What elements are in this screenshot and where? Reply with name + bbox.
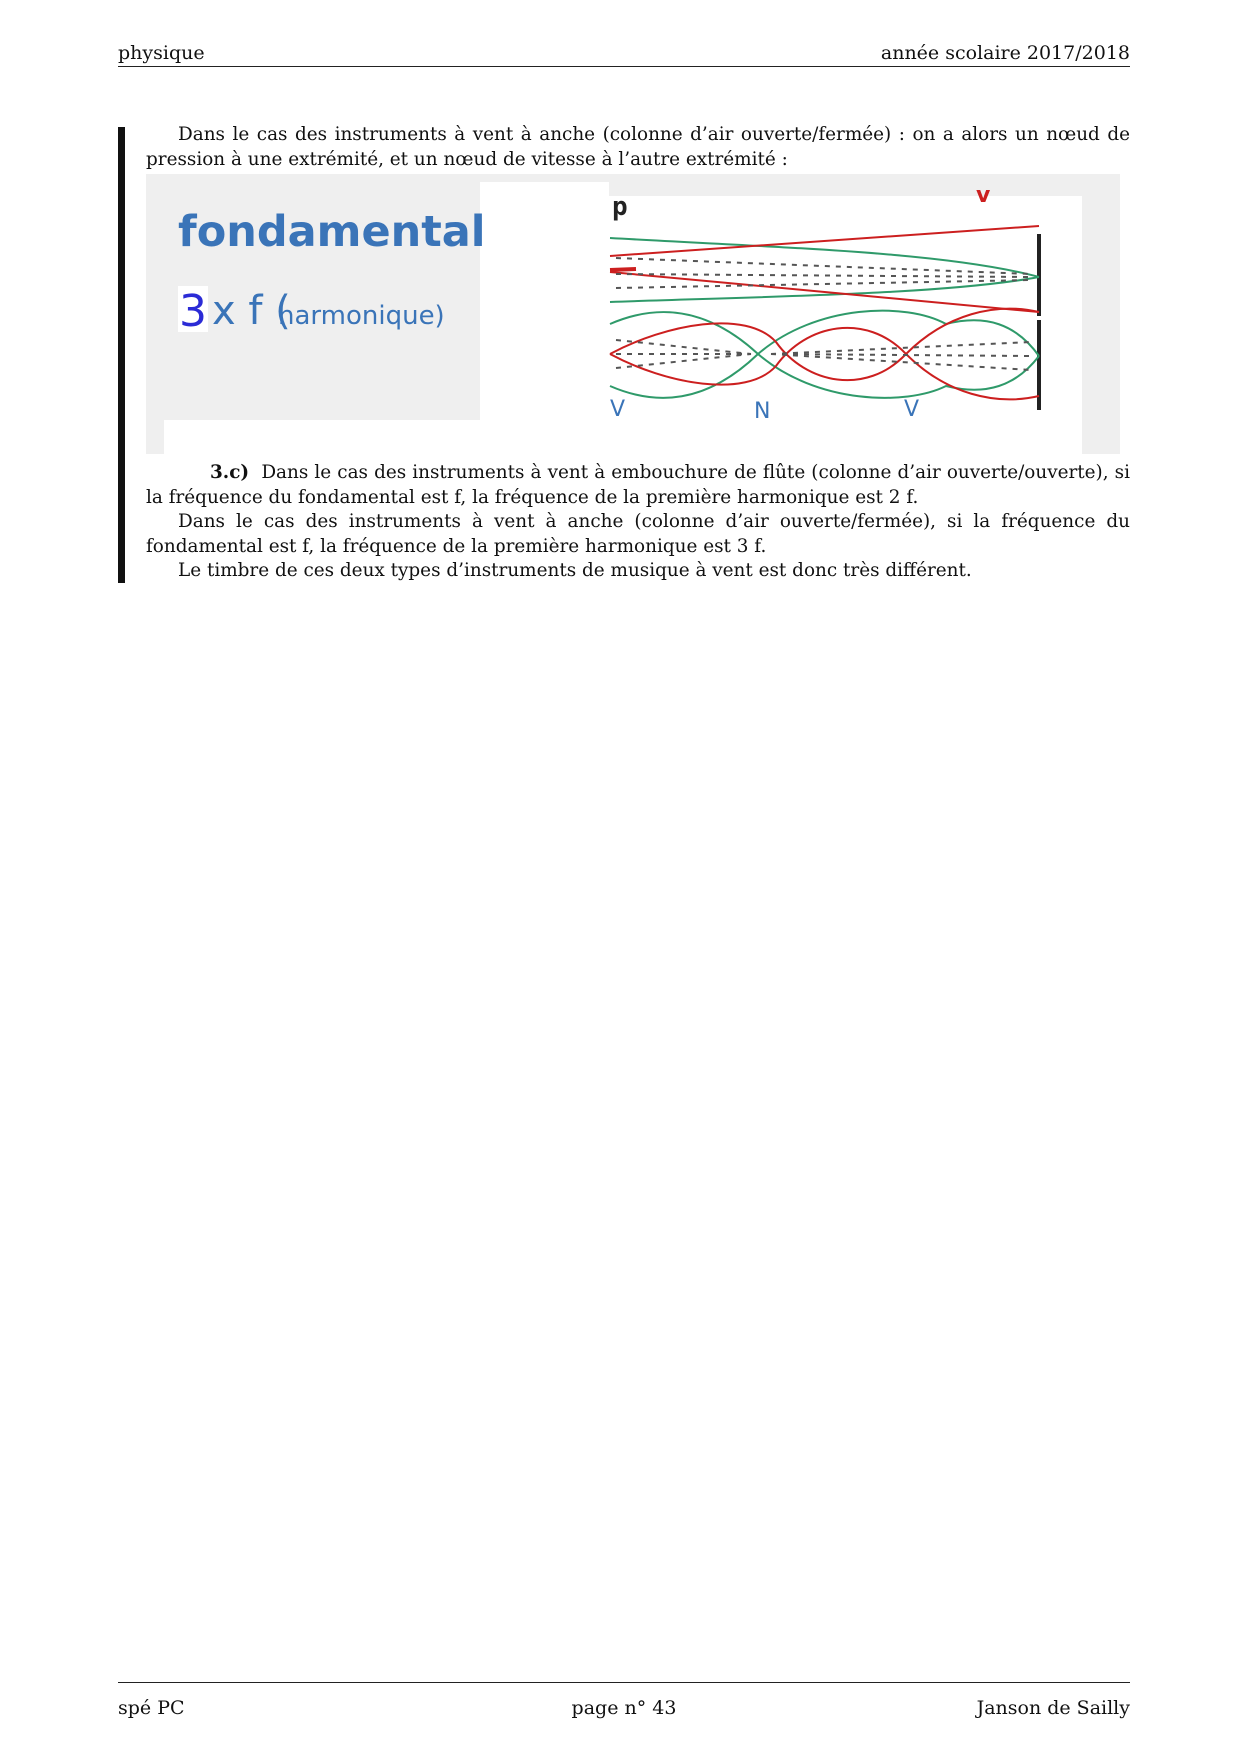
margin-bar bbox=[118, 127, 125, 583]
label-xf: x f ( bbox=[212, 288, 291, 334]
section-3c-paragraph-1 bbox=[146, 461, 1130, 510]
section-text-1: Dans le cas des instruments à vent à embouchure de flûte (colonne d’air ouverte/ouverte), si la fréquence du fondamental est f, la fréquence de la première harmonique est 2 f. bbox=[146, 462, 1130, 508]
label-fondamental: fondamental bbox=[178, 207, 486, 257]
section-number: 3.c) bbox=[210, 462, 250, 483]
standing-wave-figure bbox=[146, 174, 1120, 454]
label-v-left: V bbox=[610, 397, 626, 422]
figure-svg bbox=[146, 174, 1120, 454]
label-three: 3 bbox=[179, 286, 207, 337]
intro-paragraph: Dans le cas des instruments à vent à anche (colonne d’air ouverte/fermée) : on a alors un nœud de pression à une extrémité, et un nœud de vitesse à l’autre extrémité : bbox=[146, 124, 1130, 170]
right-strip bbox=[1082, 174, 1120, 454]
footer-school: Janson de Sailly bbox=[976, 1697, 1130, 1719]
header-subject: physique bbox=[118, 42, 205, 64]
label-harmonique: harmonique) bbox=[278, 301, 445, 331]
section-3c-paragraph-2: Dans le cas des instruments à vent à anche (colonne d’air ouverte/fermée), si la fréquence du fondamental est f, la fréquence de la première harmonique est 3 f. bbox=[146, 511, 1130, 557]
label-n: N bbox=[754, 399, 771, 424]
top-strip bbox=[609, 174, 1120, 196]
section-3c bbox=[146, 461, 1130, 584]
header-school-year: année scolaire 2017/2018 bbox=[880, 42, 1130, 64]
section-3c-paragraph-3: Le timbre de ces deux types d’instruments de musique à vent est donc très différent. bbox=[178, 560, 972, 581]
label-v-mid: V bbox=[904, 397, 920, 422]
fund-velocity-arrow bbox=[610, 269, 636, 270]
footer-class: spé PC bbox=[118, 1697, 185, 1719]
footer-page-number: page n° 43 bbox=[571, 1697, 677, 1719]
middle-top-strip bbox=[480, 174, 610, 182]
bottom-left-strip bbox=[146, 420, 164, 454]
label-v-top: v bbox=[976, 183, 991, 208]
page-header bbox=[118, 40, 1130, 67]
label-p: p bbox=[612, 192, 628, 222]
page-footer bbox=[118, 1682, 1130, 1723]
